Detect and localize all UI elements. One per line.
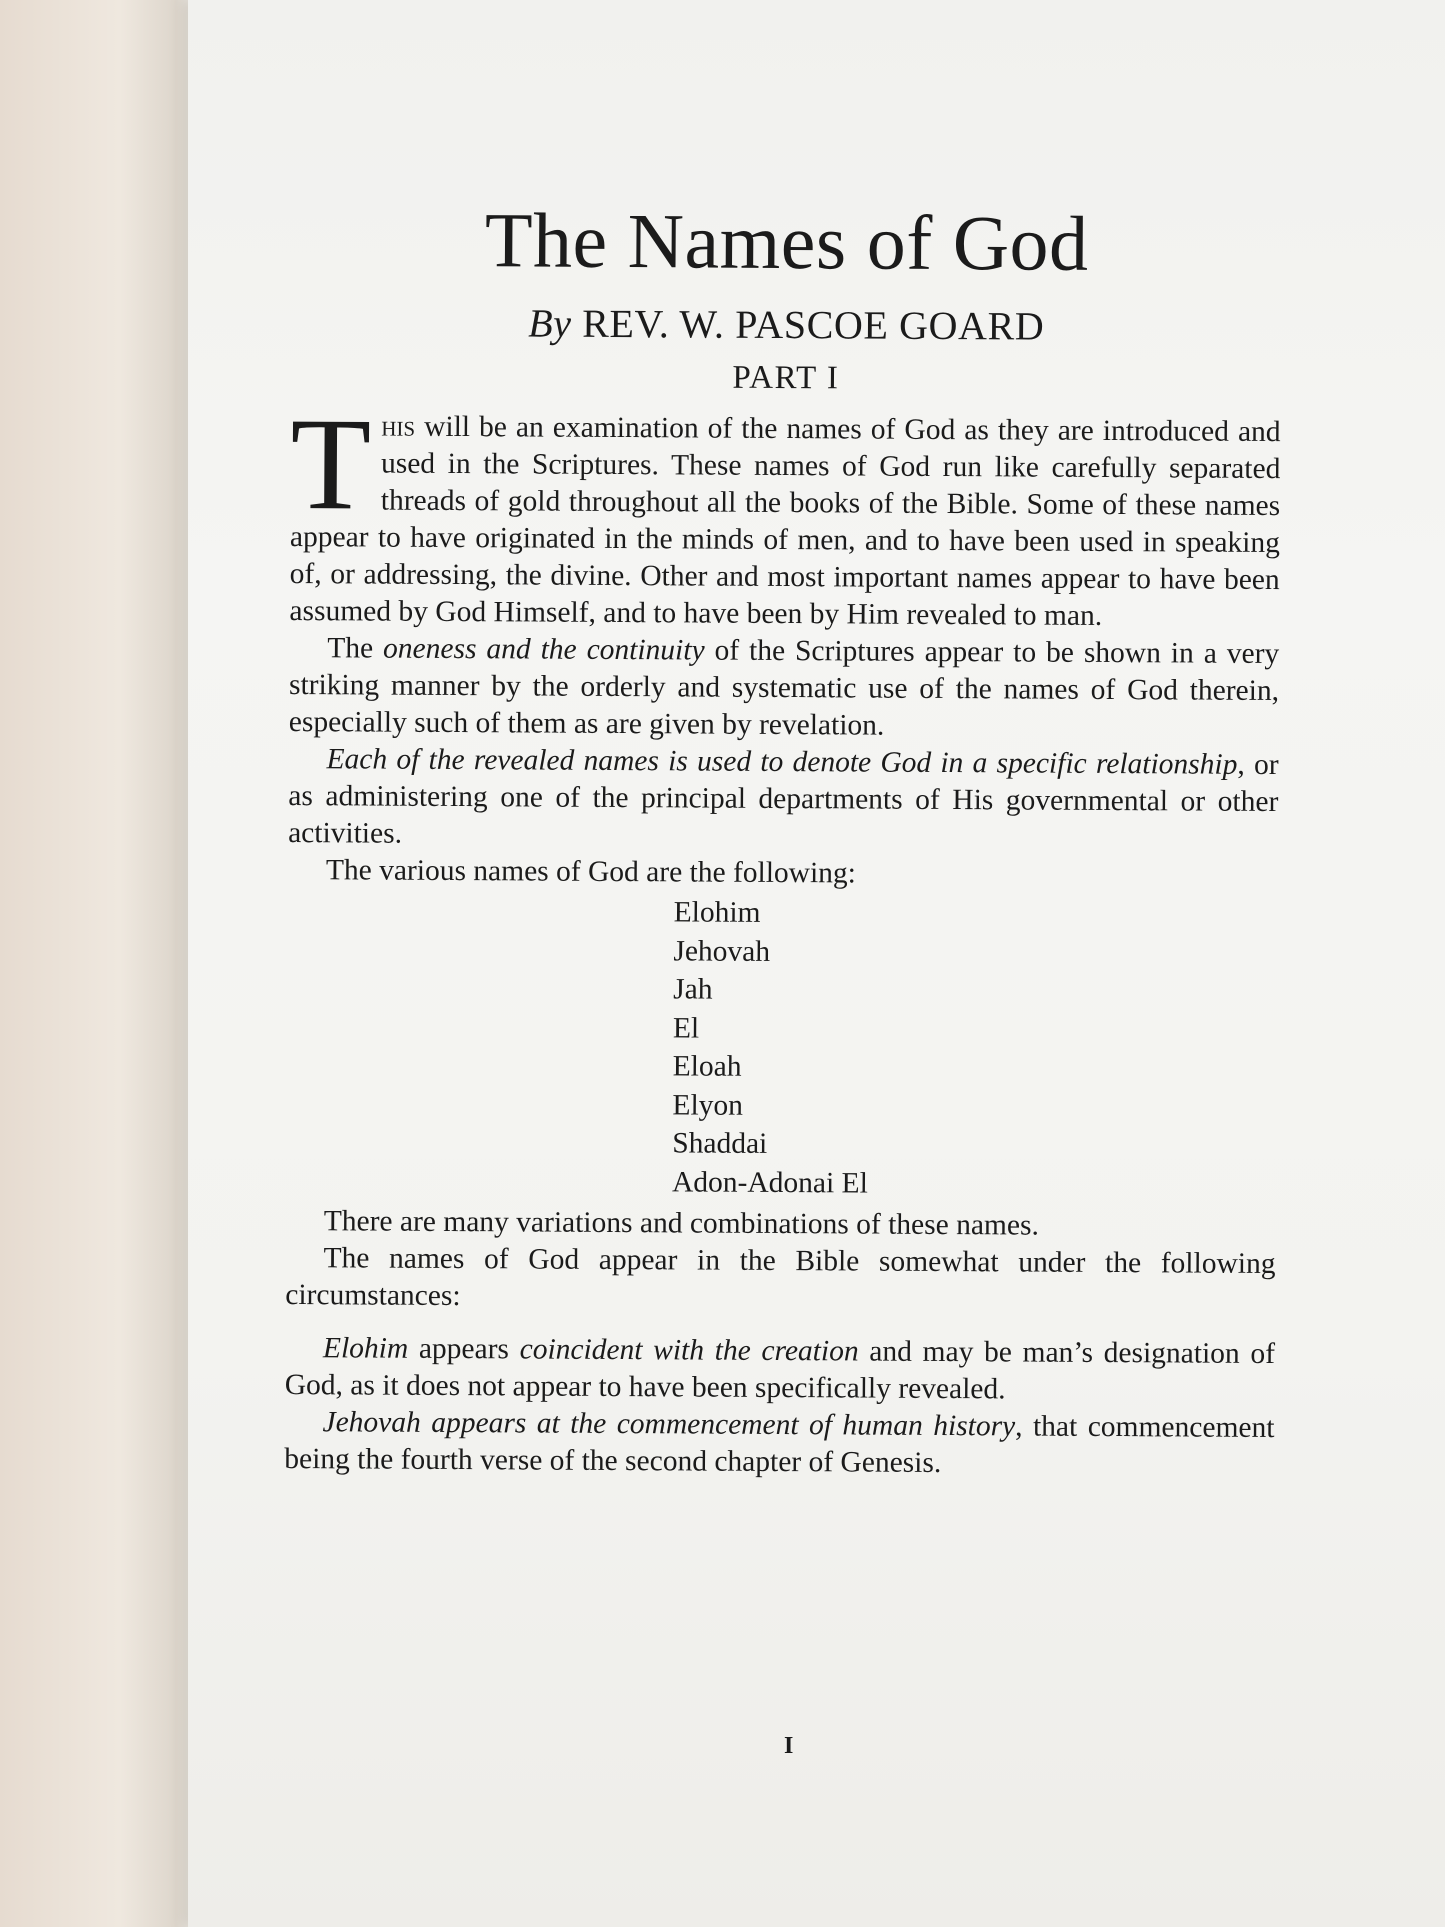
- drop-cap: T: [289, 389, 372, 538]
- byline-by: By: [528, 300, 572, 346]
- paragraph-7-italic-1: Elohim: [322, 1332, 409, 1365]
- list-item: Jah: [673, 973, 713, 1006]
- names-list: [672, 893, 1278, 1205]
- paragraph-7-mid: appears: [408, 1332, 520, 1366]
- paragraph-3-italic: Each of the revealed names is used to denote God in a specific relationship: [326, 743, 1238, 781]
- paragraph-2: [289, 630, 1280, 747]
- paragraph-3: [288, 741, 1279, 858]
- facing-page-edge: [0, 0, 200, 1927]
- paragraph-7: [285, 1330, 1275, 1410]
- paragraph-5: There are many variations and combinations of these names.: [323, 1205, 1039, 1242]
- list-item: Elohim: [673, 896, 761, 929]
- list-item: El: [672, 1011, 700, 1045]
- paragraph-2-italic: oneness and the continuity: [382, 632, 705, 667]
- paragraph-7-rest: and may be man’s designation of God, as it does not appear to have been specifically revealed.: [284, 1335, 1276, 1406]
- page-title: The Names of God: [484, 196, 1089, 287]
- paragraph-1-text: will be an examination of the names of God as they are introduced and used in the Scriptures. These names of God run like carefully separated threads of gold throughout all the books of the Bible. Some of these names appear to have originated in the minds of men, and to have been used in speaking of, or addressing, the divine. Other and most important names appear to have been assumed by God Himself, and to have been by Him revealed to man.: [289, 410, 1281, 632]
- paragraph-2-start: The: [327, 632, 384, 665]
- paragraph-8-italic: Jehovah appears at the commencement of human history: [322, 1406, 1016, 1443]
- paragraph-1: [289, 389, 1281, 636]
- paragraph-8: [284, 1404, 1274, 1484]
- part-heading: PART I: [732, 359, 840, 397]
- paragraph-7-italic-2: coincident with the creation: [519, 1333, 859, 1368]
- byline-author: REV. W. PASCOE GOARD: [582, 300, 1045, 349]
- list-item: Jehovah: [673, 934, 771, 968]
- list-item: Eloah: [672, 1050, 742, 1083]
- paragraph-3-rest: , or as administering one of the principal departments of His governmental or other activities.: [288, 748, 1279, 850]
- list-item: Shaddai: [672, 1127, 768, 1160]
- list-item: Elyon: [672, 1088, 744, 1122]
- byline: [291, 298, 1281, 351]
- paragraph-1-smallcaps: his: [381, 410, 416, 443]
- list-item: Adon-Adonai El: [671, 1165, 868, 1200]
- page-number: I: [784, 1733, 794, 1759]
- paragraph-8-rest: , that commencement being the fourth verse of the second chapter of Genesis.: [284, 1410, 1275, 1479]
- paragraph-6: The names of God appear in the Bible somewhat under the following circumstances:: [285, 1242, 1276, 1313]
- paragraph-2-rest: of the Scriptures appear to be shown in a very striking manner by the orderly and systematic use of the names of God therein, especially such of them as are given by revelation.: [288, 634, 1280, 742]
- page-content: [284, 196, 1282, 1484]
- paragraph-4: The various names of God are the following:: [325, 854, 857, 890]
